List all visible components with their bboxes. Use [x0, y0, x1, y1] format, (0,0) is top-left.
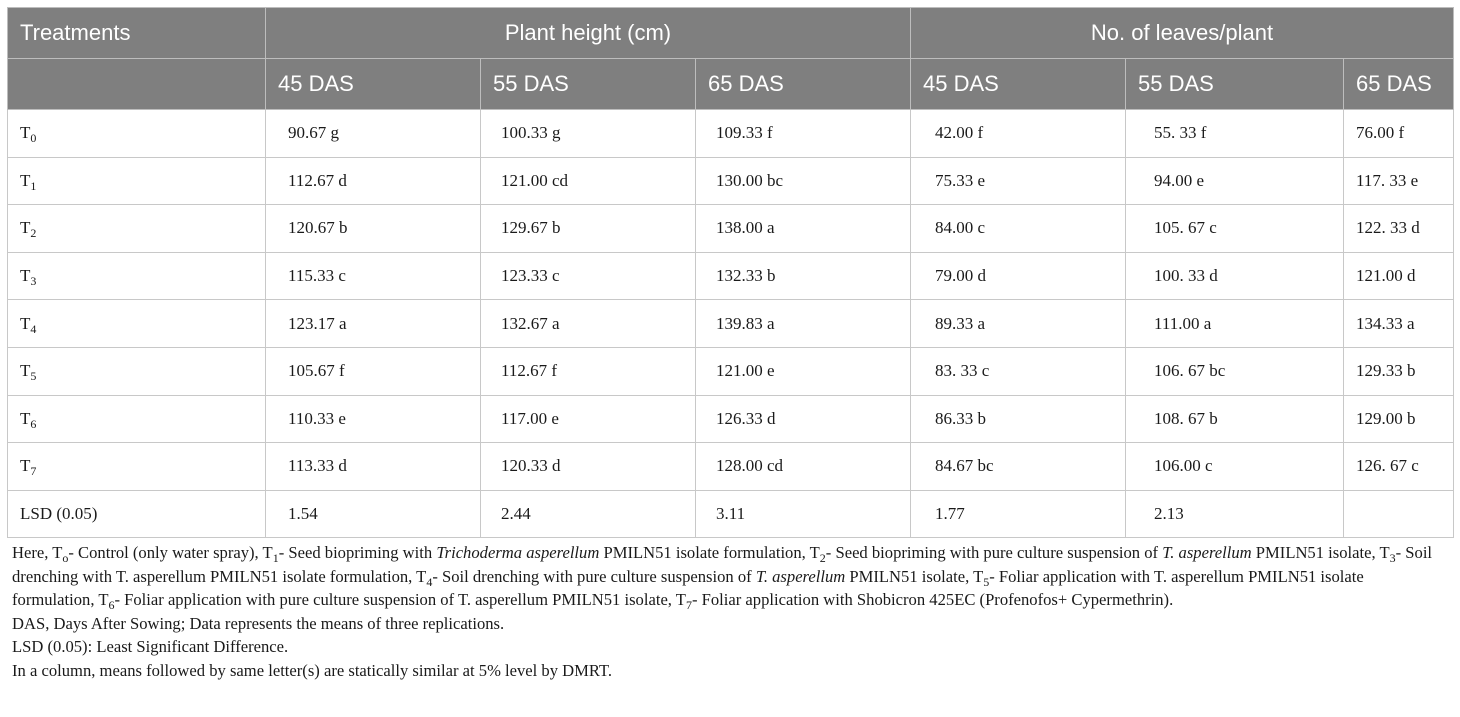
value-cell: 83. 33 c — [911, 347, 1126, 395]
value-cell: 84.00 c — [911, 205, 1126, 253]
value-cell: 76.00 f — [1344, 110, 1454, 158]
value-cell: 132.67 a — [481, 300, 696, 348]
value-cell: 130.00 bc — [696, 157, 911, 205]
value-cell: 121.00 d — [1344, 252, 1454, 300]
header-row-1 — [8, 8, 1454, 59]
value-cell: 112.67 f — [481, 347, 696, 395]
treatment-cell: $T_4$ — [8, 300, 266, 348]
results-table — [7, 7, 1454, 538]
value-cell: 117. 33 e — [1344, 157, 1454, 205]
subheader-cell: 45 DAS — [911, 59, 1126, 110]
value-cell — [1344, 490, 1454, 538]
table-row — [8, 252, 1454, 300]
value-cell: 108. 67 b — [1126, 395, 1344, 443]
value-cell: 121.00 e — [696, 347, 911, 395]
value-cell: 117.00 e — [481, 395, 696, 443]
value-cell: 2.44 — [481, 490, 696, 538]
value-cell: 1.77 — [911, 490, 1126, 538]
value-cell: 112.67 d — [266, 157, 481, 205]
subheader-cell: 55 DAS — [1126, 59, 1344, 110]
value-cell: 115.33 c — [266, 252, 481, 300]
value-cell: 132.33 b — [696, 252, 911, 300]
subheader-cell: 45 DAS — [266, 59, 481, 110]
header-row-2 — [8, 59, 1454, 110]
value-cell: 121.00 cd — [481, 157, 696, 205]
value-cell: 100.33 g — [481, 110, 696, 158]
value-cell: 139.83 a — [696, 300, 911, 348]
value-cell: 79.00 d — [911, 252, 1126, 300]
treatment-cell: $T_5$ — [8, 347, 266, 395]
treatment-cell: $T_1$ — [8, 157, 266, 205]
treatment-cell: $T_0$ — [8, 110, 266, 158]
value-cell: 89.33 a — [911, 300, 1126, 348]
footnote-treatments: Here, $T_o-$ Control (only water spray), $T_1-$ Seed biopriming with Trichoderma asperellum PMILN51 isolate formulation, $T_2-$ Seed biopriming with pure culture suspension of T. asperellum PMILN51 isolate, $T_3-$ Soil drenching with T. asperellum PMILN51 isolate formulation, $T_4-$ Soil drenching with pure culture suspension of T. asperellum PMILN51 isolate, $T_5-$ Foliar application with T. asperellum PMILN51 isolate formulation, $T_6-$ Foliar application with pure culture suspension of T. asperellum PMILN51 isolate, $T_7-$ Foliar application with Shobicron 425EC (Profenofos+ Cypermethrin). — [12, 543, 1433, 613]
value-cell: 126.33 d — [696, 395, 911, 443]
table-row — [8, 443, 1454, 491]
subheader-cell: 55 DAS — [481, 59, 696, 110]
value-cell: 100. 33 d — [1126, 252, 1344, 300]
footnote-lsd: LSD (0.05): Least Significant Difference. — [12, 637, 289, 657]
value-cell: 126. 67 c — [1344, 443, 1454, 491]
value-cell: 129.67 b — [481, 205, 696, 253]
treatment-cell: LSD (0.05) — [8, 490, 266, 538]
treatment-cell: $T_3$ — [8, 252, 266, 300]
value-cell: 75.33 e — [911, 157, 1126, 205]
footnote-dmrt: In a column, means followed by same letter(s) are statically similar at 5% level by DMRT. — [12, 660, 613, 680]
value-cell: 113.33 d — [266, 443, 481, 491]
value-cell: 86.33 b — [911, 395, 1126, 443]
table-footnotes — [12, 541, 1448, 683]
value-cell: 120.33 d — [481, 443, 696, 491]
value-cell: 2.13 — [1126, 490, 1344, 538]
value-cell: 129.33 b — [1344, 347, 1454, 395]
value-cell: 84.67 bc — [911, 443, 1126, 491]
header-leaves: No. of leaves/plant — [911, 8, 1454, 59]
treatment-cell: $T_6$ — [8, 395, 266, 443]
value-cell: 94.00 e — [1126, 157, 1344, 205]
value-cell: 111.00 a — [1126, 300, 1344, 348]
treatment-cell: $T_7$ — [8, 443, 266, 491]
table-row — [8, 395, 1454, 443]
table-body — [8, 110, 1454, 538]
value-cell: 105. 67 c — [1126, 205, 1344, 253]
value-cell: 90.67 g — [266, 110, 481, 158]
value-cell: 55. 33 f — [1126, 110, 1344, 158]
value-cell: 128.00 cd — [696, 443, 911, 491]
value-cell: 110.33 e — [266, 395, 481, 443]
table-row — [8, 347, 1454, 395]
value-cell: 106.00 c — [1126, 443, 1344, 491]
value-cell: 105.67 f — [266, 347, 481, 395]
header-treatments: Treatments — [8, 8, 266, 59]
table-row — [8, 205, 1454, 253]
value-cell: 42.00 f — [911, 110, 1126, 158]
table-row — [8, 490, 1454, 538]
value-cell: 109.33 f — [696, 110, 911, 158]
table-row — [8, 110, 1454, 158]
subheader-cell: 65 DAS — [696, 59, 911, 110]
header-plant-height: Plant height (cm) — [266, 8, 911, 59]
value-cell: 106. 67 bc — [1126, 347, 1344, 395]
value-cell: 134.33 a — [1344, 300, 1454, 348]
treatment-cell: $T_2$ — [8, 205, 266, 253]
value-cell: 138.00 a — [696, 205, 911, 253]
value-cell: 123.17 a — [266, 300, 481, 348]
footnote-das: DAS, Days After Sowing; Data represents the means of three replications. — [12, 613, 505, 633]
subheader-cell: 65 DAS — [1344, 59, 1454, 110]
table-row — [8, 300, 1454, 348]
value-cell: 120.67 b — [266, 205, 481, 253]
table-row — [8, 157, 1454, 205]
value-cell: 123.33 c — [481, 252, 696, 300]
value-cell: 3.11 — [696, 490, 911, 538]
header-empty-cell — [8, 59, 266, 110]
value-cell: 129.00 b — [1344, 395, 1454, 443]
value-cell: 122. 33 d — [1344, 205, 1454, 253]
value-cell: 1.54 — [266, 490, 481, 538]
